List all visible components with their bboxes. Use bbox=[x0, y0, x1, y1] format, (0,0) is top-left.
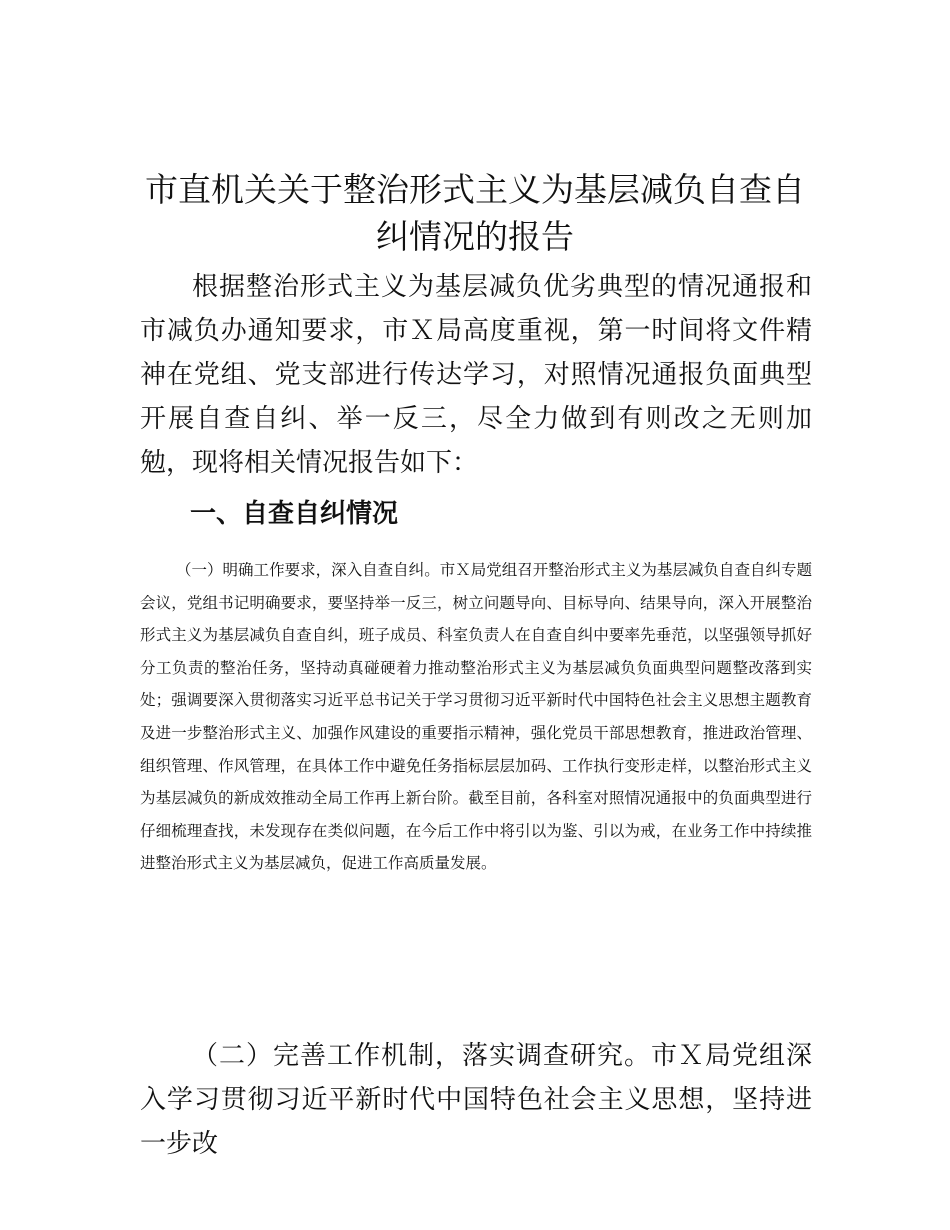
item-2-paragraph: （二）完善工作机制，落实调查研究。市Ｘ局党组深入学习贯彻习近平新时代中国特色社会主义思想，坚持进一步改 bbox=[140, 1041, 812, 1159]
section-heading: 一、自查自纠情况 bbox=[190, 499, 399, 529]
item-1-paragraph: （一）明确工作要求，深入自查自纠。市Ｘ局党组召开整治形式主义为基层减负自查自纠专题会议，党组书记明确要求，要坚持举一反三，树立问题导向、目标导向、结果导向，深入开展整治形式主义为基层减负自查自纠，班子成员、科室负责人在自查自纠中要率先垂范，以坚强领导抓好分工负责的整治任务，坚持动真碰硬着力推动整治形式主义为基层减负负面典型问题整改落到实处；强调要深入贯彻落实习近平总书记关于学习贯彻习近平新时代中国特色社会主义思想主题教育及进一步整治形式主义、加强作风建设的重要指示精神，强化党员干部思想教育，推进政治管理、组织管理、作风管理，在具体工作中避免任务指标层层加码、工作执行变形走样，以整治形式主义为基层减负的新成效推动全局工作再上新台阶。截至目前，各科室对照情况通报中的负面典型进行仔细梳理查找，未发现存在类似问题，在今后工作中将引以为鉴、引以为戒，在业务工作中持续推进整治形式主义为基层减负，促进工作高质量发展。 bbox=[140, 561, 812, 873]
intro-paragraph: 根据整治形式主义为基层减负优劣典型的情况通报和市减负办通知要求，市Ｘ局高度重视，第一时间将文件精神在党组、党支部进行传达学习，对照情况通报负面典型开展自查自纠、举一反三，尽全力做到有则改之无则加勉，现将相关情况报告如下： bbox=[140, 272, 812, 478]
document-title: 市直机关关于整治形式主义为基层减负自查自纠情况的报告 bbox=[145, 170, 805, 256]
